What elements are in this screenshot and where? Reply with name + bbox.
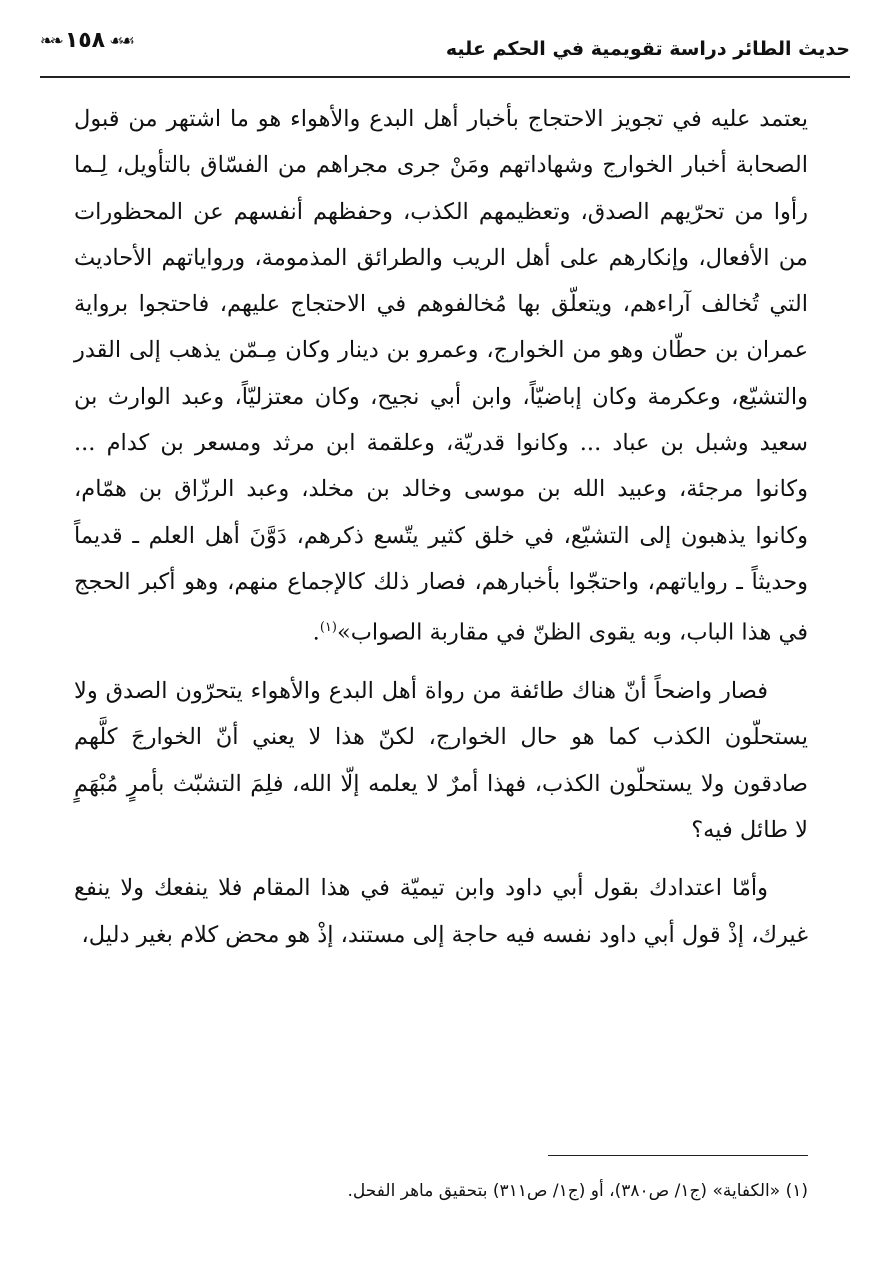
paragraph <box>74 96 808 656</box>
paragraph-end-mark: . <box>312 619 320 646</box>
running-header <box>40 24 850 78</box>
paragraph-text: يعتمد عليه في تجويز الاحتجاج بأخبار أهل البدع والأهواء هو ما اشتهر من قبول الصحابة أخبار الخوارج وشهاداتهم ومَنْ جرى مجراهم من الفسّاق بالتأويل، لِـما رأوا من تحرّيهم الصدق، وتعظيمهم الكذب، وحفظهم أنفسهم عن المحظورات من الأفعال، وإنكارهم على أهل الريب والطرائق المذمومة، ورواياتهم الأحاديث التي تُخالف آراءهم، ويتعلّق بها مُخالفوهم في الاحتجاج عليهم، فاحتجوا برواية عمران بن حطّان وهو من الخوارج، وعمرو بن دينار وكان مِـمّن يذهب إلى القدر والتشيّع، وعكرمة وكان إباضيّاً، وابن أبي نجيح، وكان معتزليّاً، وعبد الوارث بن سعيد وشبل بن عباد ... وكانوا قدريّة، وعلقمة ابن مرثد ومسعر بن كدام ... وكانوا مرجئة، وعبيد الله بن موسى وخالد بن مخلد، وعبد الرزّاق بن همّام، وكانوا يذهبون إلى التشيّع، في خلق كثير يتّسع ذكرهم، دَوَّنَ أهل العلم ـ قديماً وحديثاً ـ رواياتهم، واحتجّوا بأخبارهم، فصار ذلك كالإجماع منهم، وهو أكبر الحجج في هذا الباب، وبه يقوى الظنّ في مقاربة الصواب» <box>74 106 808 646</box>
page-number: ١٥٨ <box>64 28 106 53</box>
footnote: (١) «الكفاية» (ج١/ ص٣٨٠)، أو (ج١/ ص٣١١) بتحقيق ماهر الفحل. <box>347 1181 808 1201</box>
paragraph: وأمّا اعتدادك بقول أبي داود وابن تيميّة في هذا المقام فلا ينفعك ولا ينفع غيرك، إذْ قول أبي داود نفسه فيه حاجة إلى مستند، إذْ هو محض كلام بغير دليل، <box>74 875 808 948</box>
footnote-ref: (١) <box>319 620 337 636</box>
header-title: حديث الطائر دراسة تقويمية في الحكم عليه <box>445 38 850 60</box>
ornament-icon: ❧❧ <box>40 31 61 50</box>
paragraph: فصار واضحاً أنّ هناك طائفة من رواة أهل البدع والأهواء يتحرّون الصدق ولا يستحلّون الكذب كما هو حال الخوارج، لكنّ هذا لا يعني أنّ الخوارجَ كلَّهم صادقون ولا يستحلّون الكذب، فهذا أمرٌ لا يعلمه إلّا الله، فلِمَ التشبّث بأمرٍ مُبْهَمٍ لا طائل فيه؟ <box>74 678 808 843</box>
main-text <box>74 96 808 958</box>
footnote-separator <box>548 1155 808 1156</box>
page-number-block <box>40 28 132 53</box>
ornament-icon: ☙☙ <box>109 31 132 50</box>
